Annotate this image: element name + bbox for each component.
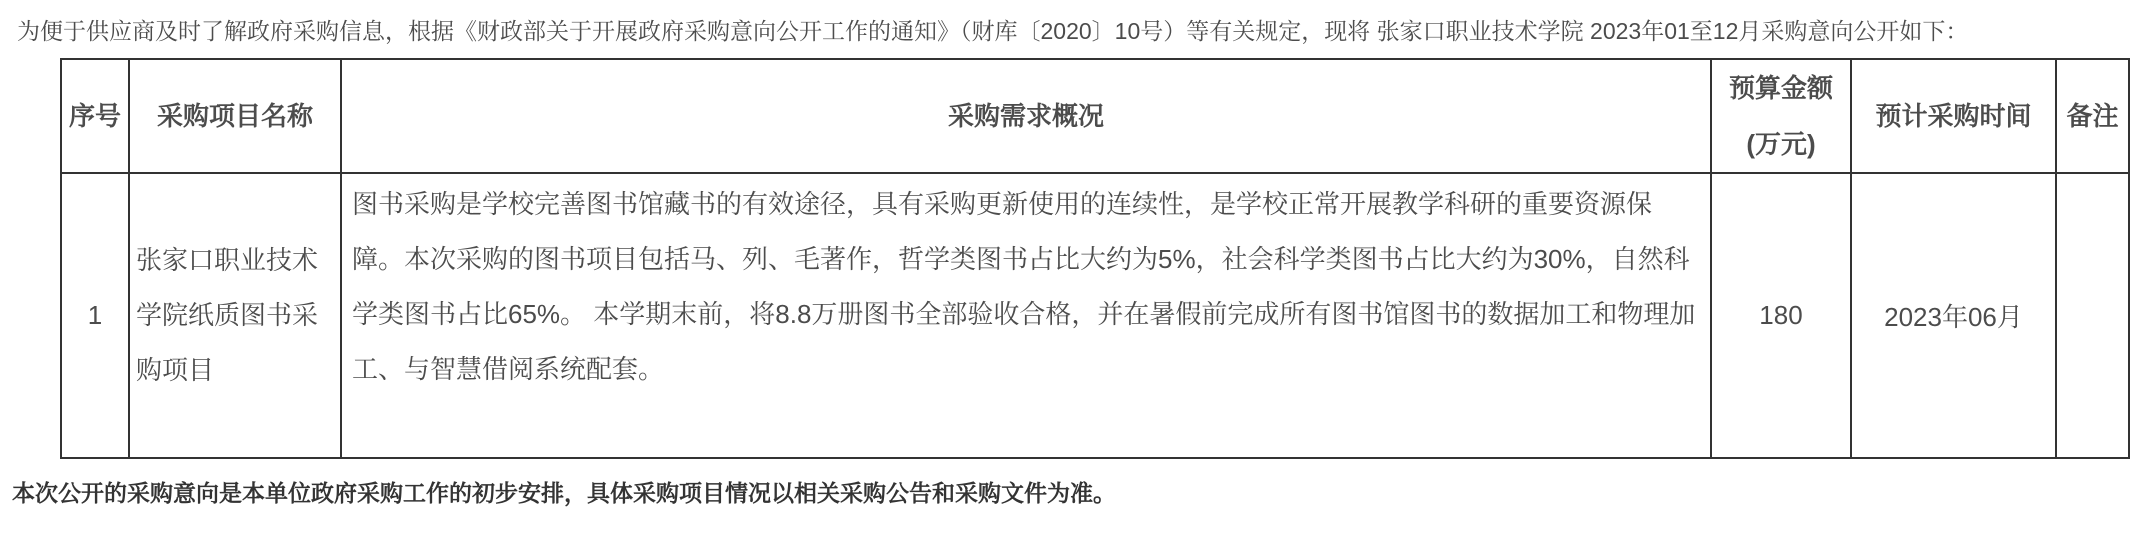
cell-project-name: 张家口职业技术学院纸质图书采购项目 [129,173,341,458]
col-header-budget-line1: 预算金额 [1728,73,1833,103]
col-header-budget [1711,59,1851,173]
table-header-row [61,59,2129,173]
table-row [61,173,2129,458]
cell-overview: 图书采购是学校完善图书馆藏书的有效途径，具有采购更新使用的连续性，是学校正常开展教学科研的重要资源保障。本次采购的图书项目包括马、列、毛著作，哲学类图书占比大约为5%，社会科学类图书占比大约为30%，自然科学类图书占比65%。 本学期末前，将8.8万册图书全部验收合格，并在暑假前完成所有图书馆图书的数据加工和物理加工、与智慧借阅系统配套。 [341,173,1711,458]
intro-text: 为便于供应商及时了解政府采购信息，根据《财政部关于开展政府采购意向公开工作的通知》（财库〔2020〕10号）等有关规定，现将 张家口职业技术学院 2023年01至12月采购意向公开如下： [17,18,1969,44]
col-header-budget-line2: (万元) [1746,129,1816,159]
cell-index: 1 [61,173,129,458]
cell-time: 2023年06月 [1851,173,2056,458]
col-header-remark: 备注 [2056,59,2129,173]
col-header-index: 序号 [61,59,129,173]
procurement-table [60,58,2130,459]
cell-remark [2056,173,2129,458]
footer-note: 本次公开的采购意向是本单位政府采购工作的初步安排，具体采购项目情况以相关采购公告和采购文件为准。 [12,480,1116,506]
col-header-overview: 采购需求概况 [341,59,1711,173]
cell-budget: 180 [1711,173,1851,458]
col-header-time: 预计采购时间 [1851,59,2056,173]
col-header-project-name: 采购项目名称 [129,59,341,173]
